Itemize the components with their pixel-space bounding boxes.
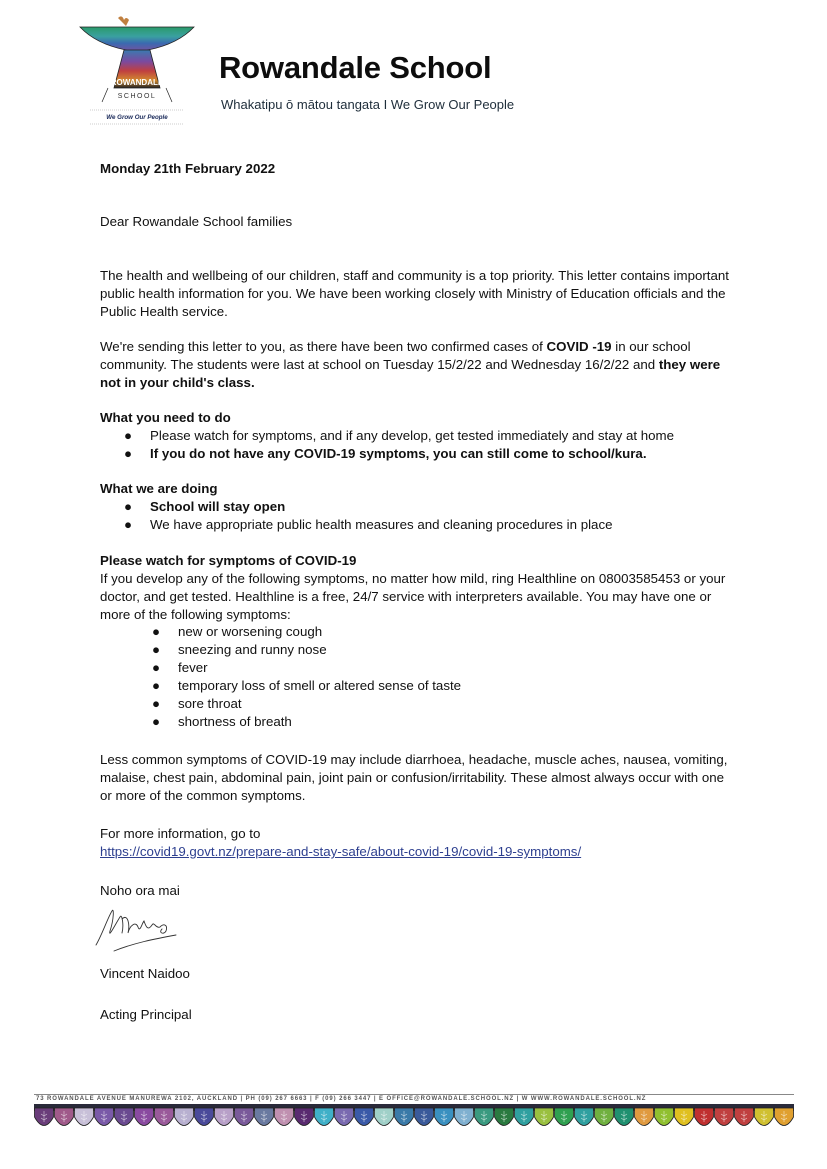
symptom-item: ● sore throat [152, 696, 242, 711]
bullet-icon: ● [124, 499, 133, 514]
symptom-item: ● shortness of breath [152, 714, 292, 729]
symptom-item: ● sneezing and runny nose [152, 642, 327, 657]
bullet-icon: ● [152, 714, 161, 729]
bullet-icon: ● [152, 624, 161, 639]
covid-label: COVID -19 [546, 339, 612, 354]
footer-decorative-band [34, 1104, 794, 1129]
cases-text-2: in our school community. The students were last at school on Tuesday 15/2/22 and Wednesday 16/2/22 and [100, 339, 691, 372]
letter-date: Monday 21th February 2022 [100, 161, 276, 176]
intro-paragraph: The health and wellbeing of our children, staff and community is a top priority. This letter contains important public health information for you. We have been working closely with Ministry of Education officials and the Public Health service. [100, 268, 729, 319]
less-common-symptoms: Less common symptoms of COVID-19 may include diarrhoea, headache, muscle aches, nausea, vomiting, malaise, chest pain, abdominal pain, joint pain or confusion/irritability. These almost always occur with one or more of the common symptoms. [100, 752, 728, 803]
more-info [100, 825, 730, 861]
closing: Noho ora mai [100, 883, 180, 898]
signer-role: Acting Principal [100, 1007, 192, 1022]
cases-paragraph [100, 338, 730, 392]
school-logo [78, 14, 196, 130]
footer-contact: 73 ROWANDALE AVENUE MANUREWA 2102, AUCKLAND | PH (09) 267 6663 | F (09) 266 3447 | E OFFICE@ROWANDALE.SCHOOL.NZ | W WWW.ROWANDALE.SCHOOL.NZ [36, 1096, 647, 1102]
more-info-label: For more information, go to [100, 826, 261, 841]
list-item: ● If you do not have any COVID-19 symptoms, you can still come to school/kura. [124, 446, 647, 461]
signer-name: Vincent Naidoo [100, 966, 190, 981]
list-item: ● We have appropriate public health measures and cleaning procedures in place [124, 517, 613, 532]
symptom-item: ● new or worsening cough [152, 624, 323, 639]
school-name: Rowandale School [219, 50, 492, 85]
symptom-item: ● fever [152, 660, 208, 675]
section-heading-what-we-do: What we are doing [100, 481, 218, 496]
section-heading-symptoms: Please watch for symptoms of COVID-19 [100, 553, 357, 568]
section-heading-what-to-do: What you need to do [100, 410, 231, 425]
symptom-item: ● temporary loss of smell or altered sense of taste [152, 678, 462, 693]
signature [94, 905, 184, 953]
bullet-icon: ● [152, 696, 161, 711]
covid-symptoms-link[interactable]: https://covid19.govt.nz/prepare-and-stay-safe/about-covid-19/covid-19-symptoms/ [100, 844, 582, 859]
list-item: ● Please watch for symptoms, and if any develop, get tested immediately and stay at home [124, 428, 675, 443]
symptoms-intro: If you develop any of the following symptoms, no matter how mild, ring Healthline on 08003585453 or your doctor, and get tested. Healthline is a free, 24/7 service with interpreters available. You may have one or more of the following symptoms: [100, 571, 726, 622]
what-we-do-list [100, 498, 740, 534]
svg-text:We Grow Our People: We Grow Our People [106, 114, 168, 121]
bullet-icon: ● [124, 428, 133, 443]
not-in-class-notice: they were not in your child's class. [100, 357, 721, 390]
bullet-icon: ● [124, 517, 133, 532]
svg-text:SCHOOL: SCHOOL [117, 93, 157, 100]
bullet-icon: ● [124, 446, 133, 461]
bullet-icon: ● [152, 660, 161, 675]
symptoms-list [100, 623, 740, 731]
footer-divider [34, 1094, 794, 1095]
bullet-icon: ● [152, 678, 161, 693]
bullet-icon: ● [152, 642, 161, 657]
letter-greeting: Dear Rowandale School families [100, 214, 293, 229]
logo-wordmark: ROWANDALE [110, 78, 164, 87]
what-to-do-list [100, 427, 740, 463]
school-tagline: Whakatipu ō mātou tangata I We Grow Our People [221, 97, 515, 112]
list-item: ● School will stay open [124, 499, 286, 514]
cases-text-1: We're sending this letter to you, as there have been two confirmed cases of [100, 339, 547, 354]
